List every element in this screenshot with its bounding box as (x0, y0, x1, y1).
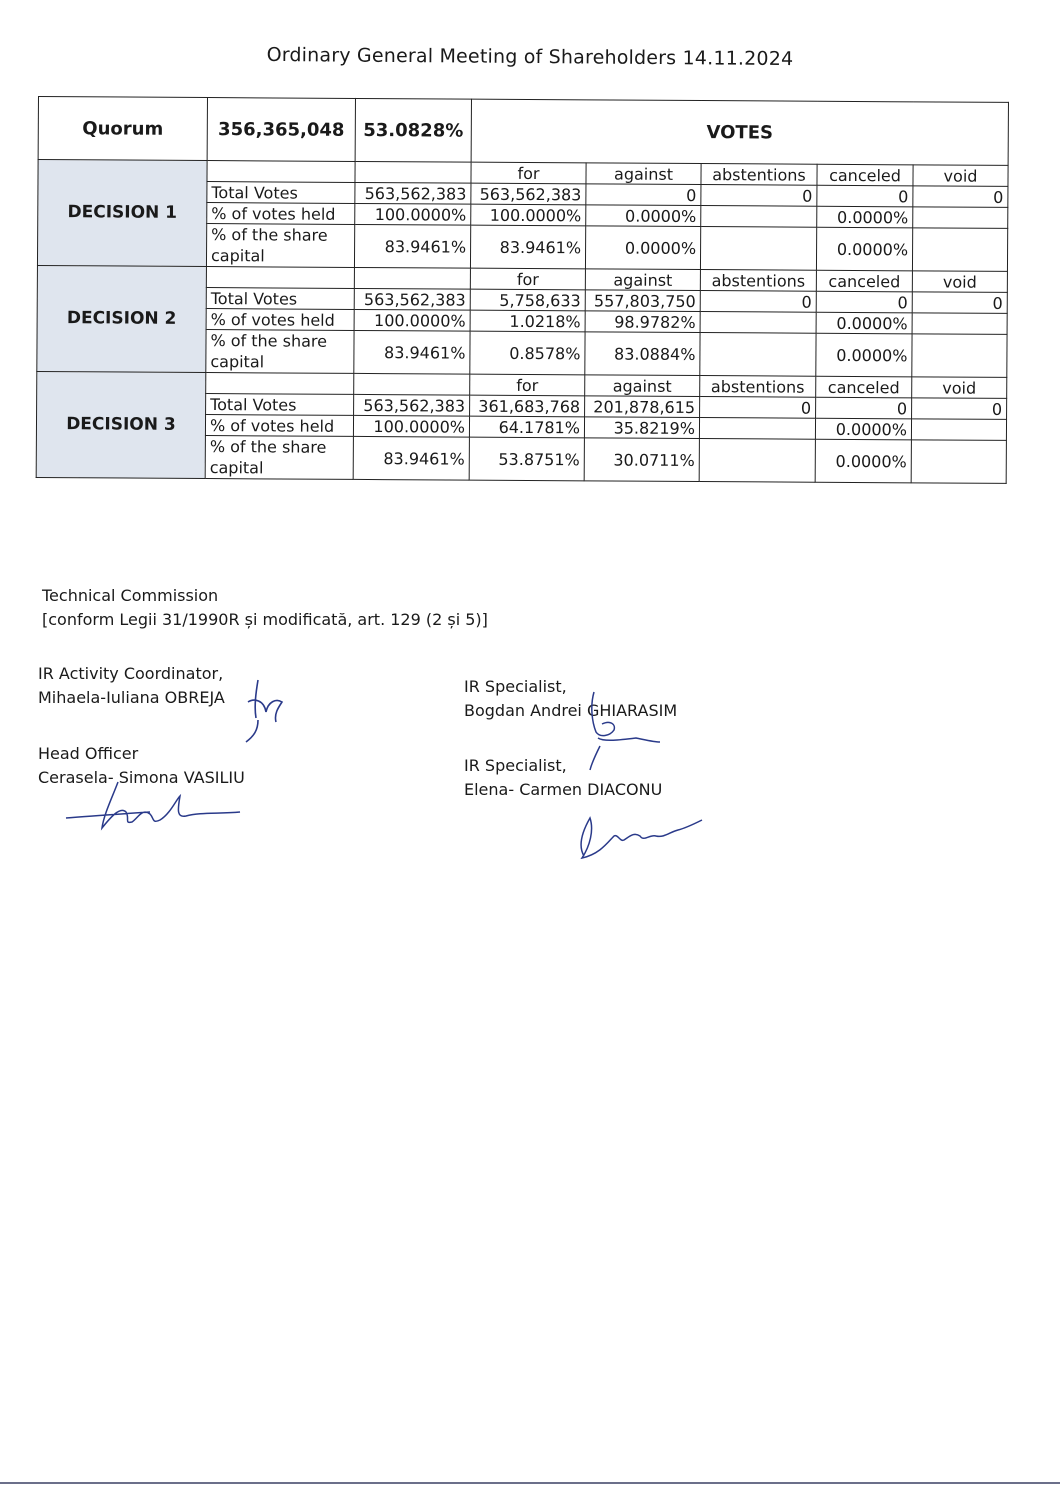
coordinator-name: Mihaela-Iuliana OBREJA (38, 688, 225, 707)
table-cell: 0 (700, 397, 816, 419)
column-header: void (913, 165, 1008, 187)
coordinator-block (38, 662, 225, 710)
row-label: % of votes held (205, 415, 353, 437)
table-cell (912, 334, 1007, 378)
table-cell: 0 (700, 291, 816, 313)
specialist1-role: IR Specialist, (464, 677, 567, 696)
column-header: canceled (816, 270, 912, 292)
row-label: Total Votes (206, 394, 354, 416)
column-header: for (471, 162, 586, 184)
blank-cell (207, 161, 355, 183)
blank-cell (206, 373, 354, 395)
column-header: canceled (816, 376, 912, 398)
row-label: % of the share capital (206, 330, 354, 374)
table-cell: 0 (913, 186, 1008, 208)
table-cell (700, 227, 816, 271)
coordinator-signature (236, 672, 296, 752)
table-cell: 0.0000% (816, 333, 912, 377)
column-header: against (585, 269, 700, 291)
decision-label: DECISION 1 (37, 160, 207, 267)
table-cell: 201,878,615 (585, 396, 700, 418)
decision-label: DECISION 2 (37, 265, 207, 372)
row-label: % of votes held (206, 309, 354, 331)
table-cell: 30.0711% (584, 438, 699, 482)
table-cell: 83.9461% (354, 330, 470, 374)
table-cell: 563,562,383 (354, 394, 470, 416)
blank-cell (206, 267, 354, 289)
table-cell: 100.0000% (355, 203, 471, 225)
table-cell: 5,758,633 (470, 289, 585, 311)
table-cell: 0 (816, 291, 912, 313)
column-header: void (912, 271, 1007, 293)
table-cell: 100.0000% (471, 204, 586, 226)
quorum-row (38, 97, 1008, 166)
row-label: % of the share capital (206, 224, 354, 268)
specialist2-name: Elena- Carmen DIACONU (464, 780, 663, 799)
table-cell: 563,562,383 (354, 288, 470, 310)
technical-commission (42, 584, 488, 632)
head-officer-signature (60, 778, 250, 838)
blank-cell (354, 267, 470, 289)
votes-table (36, 96, 1009, 484)
table-cell: 83.0884% (585, 332, 700, 376)
page-bottom-rule (0, 1482, 1060, 1484)
table-cell (912, 228, 1007, 272)
row-label: % of the share capital (205, 436, 353, 480)
decision-label: DECISION 3 (36, 371, 206, 478)
table-cell (699, 439, 815, 483)
column-header: abstentions (700, 270, 816, 292)
table-cell: 0.0000% (585, 226, 700, 270)
specialist1-signature (570, 686, 670, 776)
table-cell: 0.8578% (470, 331, 585, 375)
table-cell: 83.9461% (354, 224, 470, 268)
table-cell (911, 419, 1006, 441)
table-cell: 100.0000% (353, 415, 469, 437)
quorum-shares: 356,365,048 (207, 98, 355, 162)
table-cell: 0.0000% (816, 227, 912, 271)
table-cell: 563,562,383 (471, 183, 586, 205)
column-header: canceled (817, 164, 913, 186)
table-cell: 557,803,750 (585, 290, 700, 312)
table-cell: 0 (701, 185, 817, 207)
table-cell (912, 313, 1007, 335)
table-cell: 0 (912, 292, 1007, 314)
page-title: Ordinary General Meeting of Shareholders 14.11.2024 (266, 43, 794, 71)
table-cell (701, 206, 817, 228)
table-cell (700, 312, 816, 334)
row-label: Total Votes (207, 182, 355, 204)
specialist2-signature (560, 806, 710, 862)
table-cell (911, 440, 1006, 484)
column-header: void (912, 377, 1007, 399)
table-cell: 100.0000% (354, 309, 470, 331)
table-cell (913, 207, 1008, 229)
table-cell: 98.9782% (585, 311, 700, 333)
table-cell: 0 (586, 184, 701, 206)
votes-header: VOTES (471, 99, 1008, 165)
column-header: against (586, 163, 701, 185)
row-label: Total Votes (206, 288, 354, 310)
table-cell (700, 333, 816, 377)
table-cell: 0 (912, 398, 1007, 420)
blank-cell (355, 161, 471, 183)
commission-legal-note: [conform Legii 31/1990R și modificată, art. 129 (2 și 5)] (42, 610, 488, 629)
column-header: for (470, 374, 585, 396)
column-header: abstentions (700, 376, 816, 398)
table-cell: 0.0000% (817, 206, 913, 228)
column-header: for (470, 268, 585, 290)
quorum-percent: 53.0828% (355, 98, 471, 162)
head-officer-name: Cerasela- Simona VASILIU (38, 768, 245, 787)
quorum-label: Quorum (38, 97, 207, 161)
table-cell: 0.0000% (586, 205, 701, 227)
row-label: % of votes held (207, 203, 355, 225)
table-cell: 0 (817, 185, 913, 207)
column-header: against (585, 375, 700, 397)
blank-cell (354, 373, 470, 395)
table-cell: 53.8751% (469, 437, 584, 481)
head-officer-role: Head Officer (38, 744, 139, 763)
table-cell: 0.0000% (815, 418, 911, 440)
table-cell: 0.0000% (816, 312, 912, 334)
table-cell: 64.1781% (469, 416, 584, 438)
table-cell: 361,683,768 (470, 395, 585, 417)
table-cell (699, 418, 815, 440)
specialist2-role: IR Specialist, (464, 756, 567, 775)
coordinator-role: IR Activity Coordinator, (38, 664, 224, 683)
specialist1-name: Bogdan Andrei GHIARASIM (464, 701, 678, 720)
column-header: abstentions (701, 164, 817, 186)
table-cell: 83.9461% (353, 436, 469, 480)
table-cell: 35.8219% (584, 417, 699, 439)
table-cell: 0 (816, 397, 912, 419)
table-cell: 0.0000% (815, 439, 911, 483)
commission-title: Technical Commission (42, 586, 219, 605)
table-cell: 563,562,383 (355, 182, 471, 204)
table-cell: 1.0218% (470, 310, 585, 332)
table-cell: 83.9461% (470, 225, 585, 269)
